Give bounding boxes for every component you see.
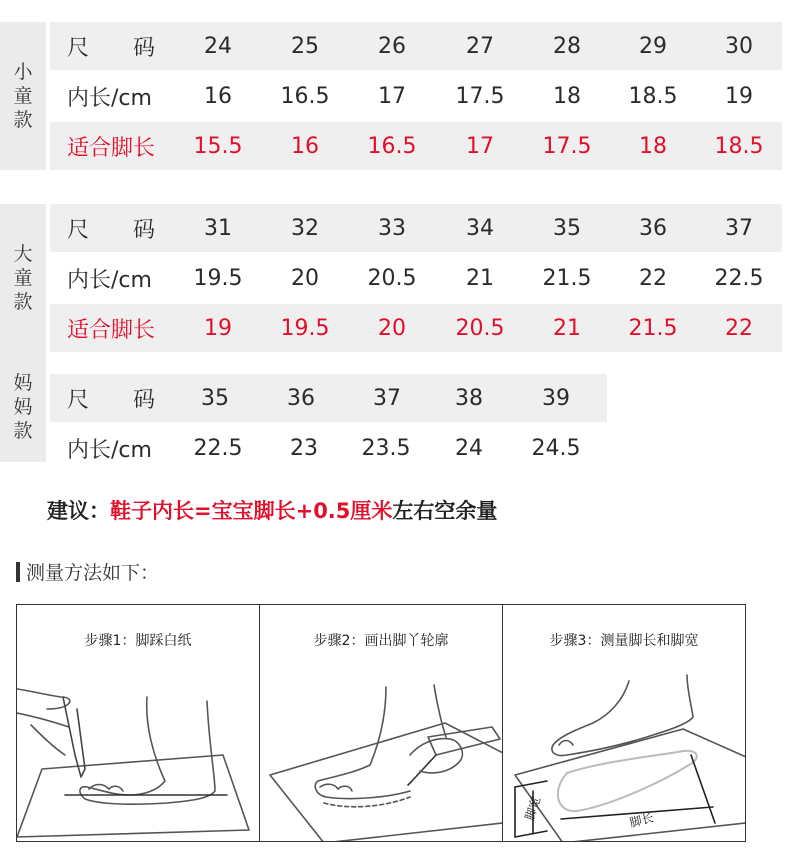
- fit-length-cell: 17: [466, 133, 494, 159]
- size-cell: 28: [553, 33, 581, 59]
- fit-length-label: 适合脚长: [67, 135, 156, 161]
- inner-length-cell: 16: [204, 83, 232, 109]
- fit-length-row: [50, 122, 782, 170]
- inner-length-row: [50, 424, 607, 472]
- size-cell: 26: [378, 33, 406, 59]
- inner-length-row: [50, 254, 782, 302]
- size-row: [50, 204, 782, 252]
- size-cell: 37: [725, 215, 753, 241]
- size-cell: 32: [291, 215, 319, 241]
- title-bar-icon: [16, 562, 20, 582]
- inner-length-cell: 24: [455, 435, 483, 461]
- fit-length-cell: 19: [204, 315, 232, 341]
- inner-length-cell: 22: [639, 265, 667, 291]
- fit-length-cell: 16: [291, 133, 319, 159]
- size-cell: 27: [466, 33, 494, 59]
- inner-length-cell: 19.5: [193, 265, 243, 291]
- fit-length-label: 适合脚长: [67, 317, 156, 343]
- advice-suffix: 左右空余量: [392, 499, 498, 523]
- sizing-advice: [47, 495, 497, 525]
- inner-length-row: [50, 72, 782, 120]
- foot-on-paper-illustration-icon: [17, 605, 260, 841]
- advice-prefix: 建议：: [47, 499, 110, 523]
- fit-length-cell: 21.5: [628, 315, 678, 341]
- step-3-panel: [503, 605, 745, 841]
- inner-length-cell: 22.5: [193, 435, 243, 461]
- inner-length-cell: 23.5: [361, 435, 411, 461]
- foot-length-label: 脚长: [628, 810, 656, 830]
- inner-length-cell: 20.5: [367, 265, 417, 291]
- size-row: [50, 374, 607, 422]
- inner-length-cell: 19: [725, 83, 753, 109]
- inner-length-cell: 18.5: [628, 83, 678, 109]
- inner-length-cell: 17.5: [455, 83, 505, 109]
- size-cell: 37: [373, 385, 401, 411]
- fit-length-cell: 21: [553, 315, 581, 341]
- size-cell: 38: [455, 385, 483, 411]
- size-label: 尺 码: [67, 217, 155, 243]
- step-2-caption: 步骤2：画出脚丫轮廓: [313, 633, 449, 649]
- fit-length-cell: 22: [725, 315, 753, 341]
- size-cell: 33: [378, 215, 406, 241]
- fit-length-cell: 16.5: [367, 133, 417, 159]
- size-label: 尺 码: [67, 35, 155, 61]
- size-cell: 34: [466, 215, 494, 241]
- size-cell: 31: [204, 215, 232, 241]
- size-row: [50, 22, 782, 70]
- inner-length-cell: 21.5: [542, 265, 592, 291]
- fit-length-cell: 19.5: [280, 315, 330, 341]
- step-1-panel: [17, 605, 260, 841]
- draw-outline-illustration-icon: [260, 605, 503, 841]
- inner-length-cell: 24.5: [531, 435, 581, 461]
- inner-length-cell: 20: [291, 265, 319, 291]
- inner-length-label: 内长/cm: [67, 437, 152, 463]
- size-label: 尺 码: [67, 387, 155, 413]
- inner-length-cell: 22.5: [714, 265, 764, 291]
- size-cell: 36: [287, 385, 315, 411]
- advice-highlight: 鞋子内长=宝宝脚长+0.5厘米: [110, 499, 393, 523]
- step-3-caption: 步骤3：测量脚长和脚宽: [549, 633, 699, 649]
- section-label-kids-large: 大 童 款: [0, 204, 46, 352]
- size-cell: 35: [201, 385, 229, 411]
- foot-width-label: 脚宽: [522, 794, 544, 822]
- fit-length-cell: 18.5: [714, 133, 764, 159]
- section-label-kids-small: 小 童 款: [0, 22, 46, 170]
- step-1-caption: 步骤1：脚踩白纸: [84, 633, 192, 649]
- size-cell: 24: [204, 33, 232, 59]
- inner-length-cell: 17: [378, 83, 406, 109]
- fit-length-cell: 15.5: [193, 133, 243, 159]
- inner-length-label: 内长/cm: [67, 267, 152, 293]
- size-cell: 29: [639, 33, 667, 59]
- inner-length-cell: 21: [466, 265, 494, 291]
- method-title: [16, 558, 159, 585]
- fit-length-cell: 17.5: [542, 133, 592, 159]
- inner-length-cell: 16.5: [280, 83, 330, 109]
- size-cell: 30: [725, 33, 753, 59]
- section-label-mom: 妈 妈 款: [0, 352, 46, 462]
- step-2-panel: [260, 605, 503, 841]
- inner-length-label: 内长/cm: [67, 85, 152, 111]
- size-cell: 25: [291, 33, 319, 59]
- method-title-text: 测量方法如下：: [26, 562, 160, 584]
- size-cell: 39: [542, 385, 570, 411]
- inner-length-cell: 18: [553, 83, 581, 109]
- measure-foot-illustration-icon: [503, 605, 745, 841]
- fit-length-cell: 20.5: [455, 315, 505, 341]
- fit-length-row: [50, 304, 782, 352]
- size-cell: 36: [639, 215, 667, 241]
- measurement-steps: [16, 604, 746, 842]
- inner-length-cell: 23: [290, 435, 318, 461]
- fit-length-cell: 18: [639, 133, 667, 159]
- fit-length-cell: 20: [378, 315, 406, 341]
- size-cell: 35: [553, 215, 581, 241]
